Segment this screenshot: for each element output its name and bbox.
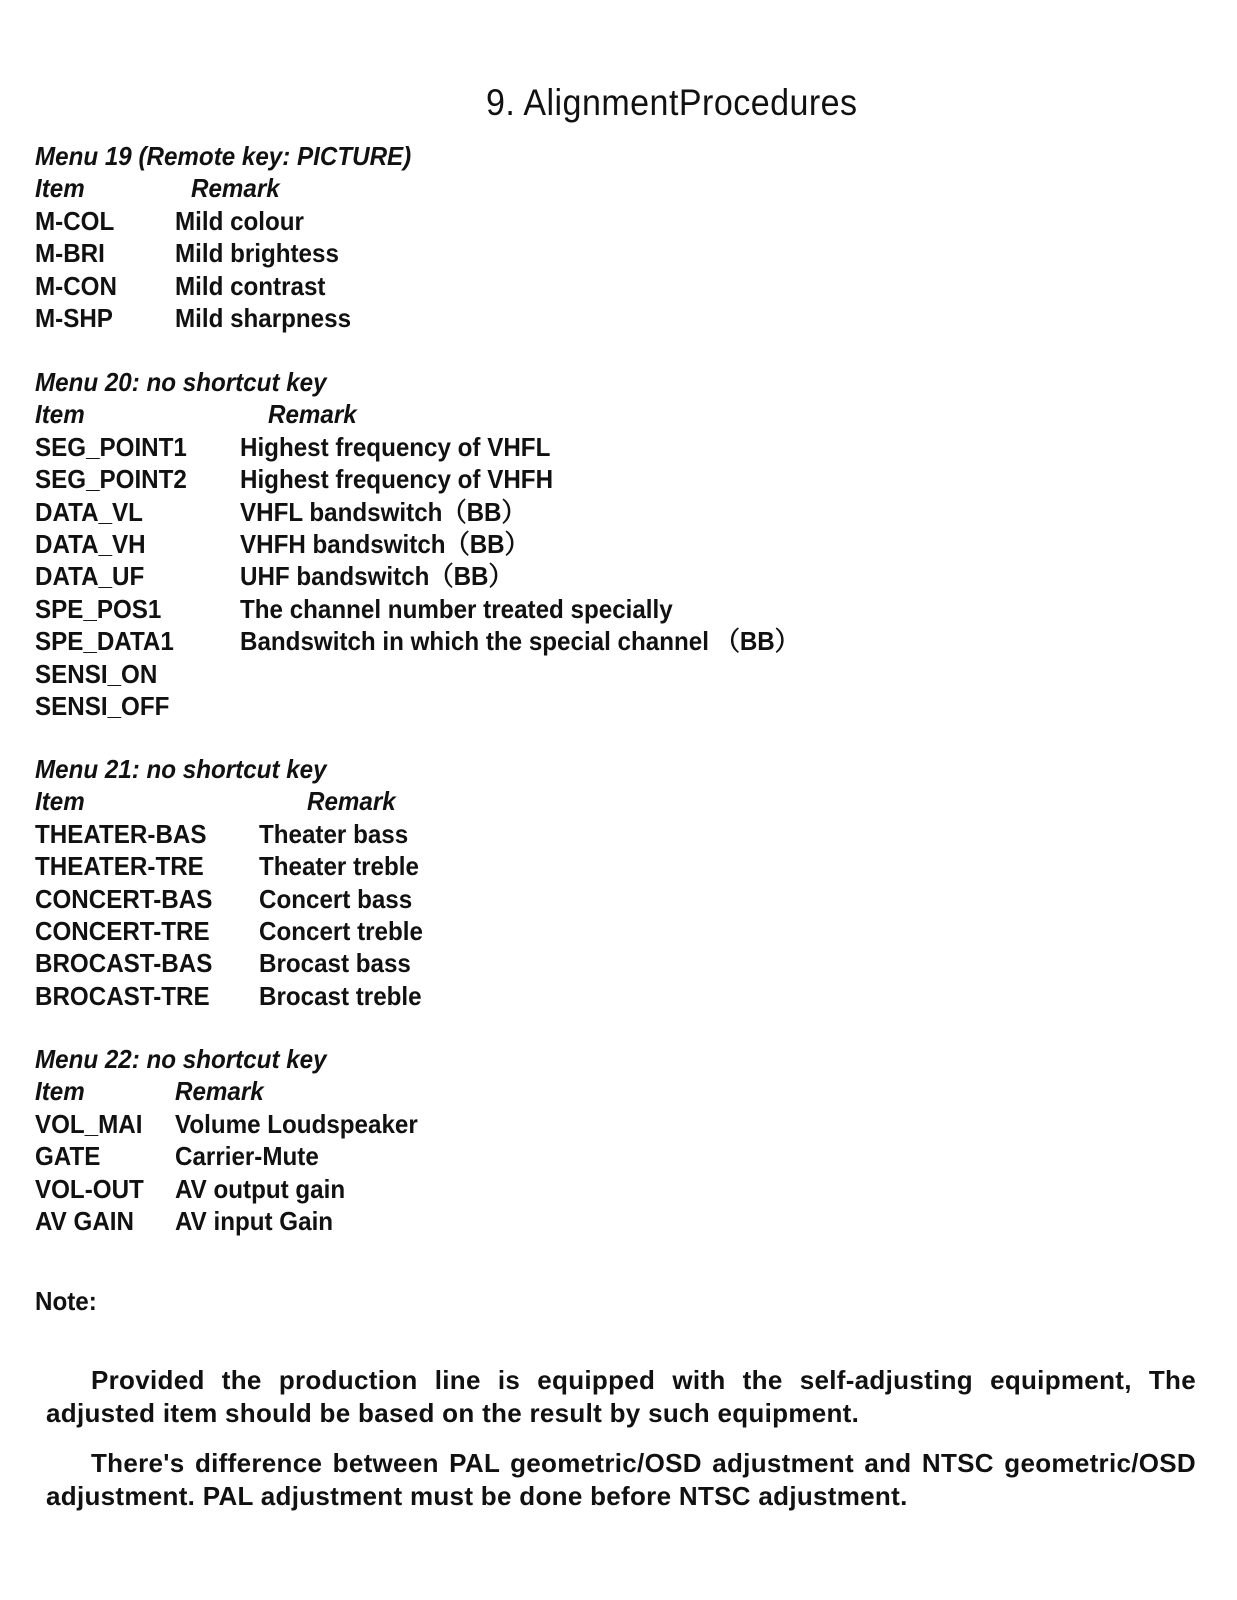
item-remark: The channel number treated specially — [240, 593, 673, 624]
item-remark: Mild colour — [175, 205, 304, 236]
item-remark: Bandswitch in which the special channel （BB） — [240, 626, 799, 657]
item-code: SEG_POINT1 — [35, 431, 187, 462]
column-header-item: Item — [35, 173, 85, 204]
item-code: SENSI_ON — [35, 658, 158, 689]
item-code: GATE — [35, 1141, 101, 1172]
item-code: M-CON — [35, 270, 117, 301]
item-code: SEG_POINT2 — [35, 464, 187, 495]
item-code: M-BRI — [35, 238, 105, 269]
item-remark: AV input Gain — [175, 1205, 334, 1236]
item-remark: Concert bass — [259, 883, 413, 914]
column-header-item: Item — [35, 1076, 85, 1107]
item-code: VOL_MAI — [35, 1108, 143, 1139]
note-label: Note: — [35, 1286, 97, 1316]
item-code: BROCAST-TRE — [35, 980, 210, 1011]
page-title: 9. AlignmentProcedures — [486, 82, 858, 123]
item-code: SPE_DATA1 — [35, 626, 174, 657]
item-code: DATA_UF — [35, 561, 145, 592]
column-header-item: Item — [35, 399, 85, 430]
item-code: DATA_VL — [35, 496, 143, 527]
menu-heading-text: Menu 22: no shortcut key — [35, 1044, 327, 1074]
item-remark: Mild sharpness — [175, 302, 352, 333]
item-remark: Highest frequency of VHFH — [240, 464, 554, 495]
item-remark: Concert treble — [259, 915, 423, 946]
item-code: M-SHP — [35, 302, 113, 333]
menu-heading-text: Menu 20: no shortcut key — [35, 367, 327, 397]
item-remark: Highest frequency of VHFL — [240, 431, 551, 462]
column-header-item: Item — [35, 786, 85, 817]
item-remark: VHFH bandswitch（BB） — [240, 528, 529, 559]
column-header-remark: Remark — [191, 173, 280, 204]
item-remark: Volume Loudspeaker — [175, 1108, 418, 1139]
column-header-remark: Remark — [268, 399, 357, 430]
item-remark: Mild brightess — [175, 238, 339, 269]
item-remark: UHF bandswitch（BB） — [240, 561, 513, 592]
item-code: SENSI_OFF — [35, 690, 170, 721]
note-paragraph: There's difference between PAL geometric/OSD adjustment and NTSC geometric/OSD adjustment. PAL adjustment must be done before NTSC adjustment. — [46, 1448, 1196, 1511]
item-remark: Carrier-Mute — [175, 1141, 319, 1172]
item-remark: Brocast bass — [259, 948, 411, 979]
item-code: M-COL — [35, 205, 115, 236]
column-header-remark: Remark — [175, 1076, 264, 1107]
item-remark: Theater treble — [259, 851, 419, 882]
item-remark: VHFL bandswitch（BB） — [240, 496, 526, 527]
item-code: SPE_POS1 — [35, 593, 162, 624]
item-code: BROCAST-BAS — [35, 948, 213, 979]
item-remark: Brocast treble — [259, 980, 422, 1011]
item-code: CONCERT-BAS — [35, 883, 213, 914]
item-remark: AV output gain — [175, 1173, 346, 1204]
item-code: THEATER-TRE — [35, 851, 204, 882]
menu-heading-text: Menu 19 (Remote key: PICTURE) — [35, 141, 412, 171]
item-code: CONCERT-TRE — [35, 915, 210, 946]
note-paragraph: Provided the production line is equipped with the self-adjusting equipment, The adjusted item should be based on the result by such equipment. — [46, 1365, 1196, 1428]
item-code: DATA_VH — [35, 528, 146, 559]
column-header-remark: Remark — [307, 786, 396, 817]
item-remark: Theater bass — [259, 818, 409, 849]
menu-heading-text: Menu 21: no shortcut key — [35, 754, 327, 784]
item-code: VOL-OUT — [35, 1173, 144, 1204]
item-code: AV GAIN — [35, 1205, 134, 1236]
item-remark: Mild contrast — [175, 270, 326, 301]
item-code: THEATER-BAS — [35, 818, 207, 849]
